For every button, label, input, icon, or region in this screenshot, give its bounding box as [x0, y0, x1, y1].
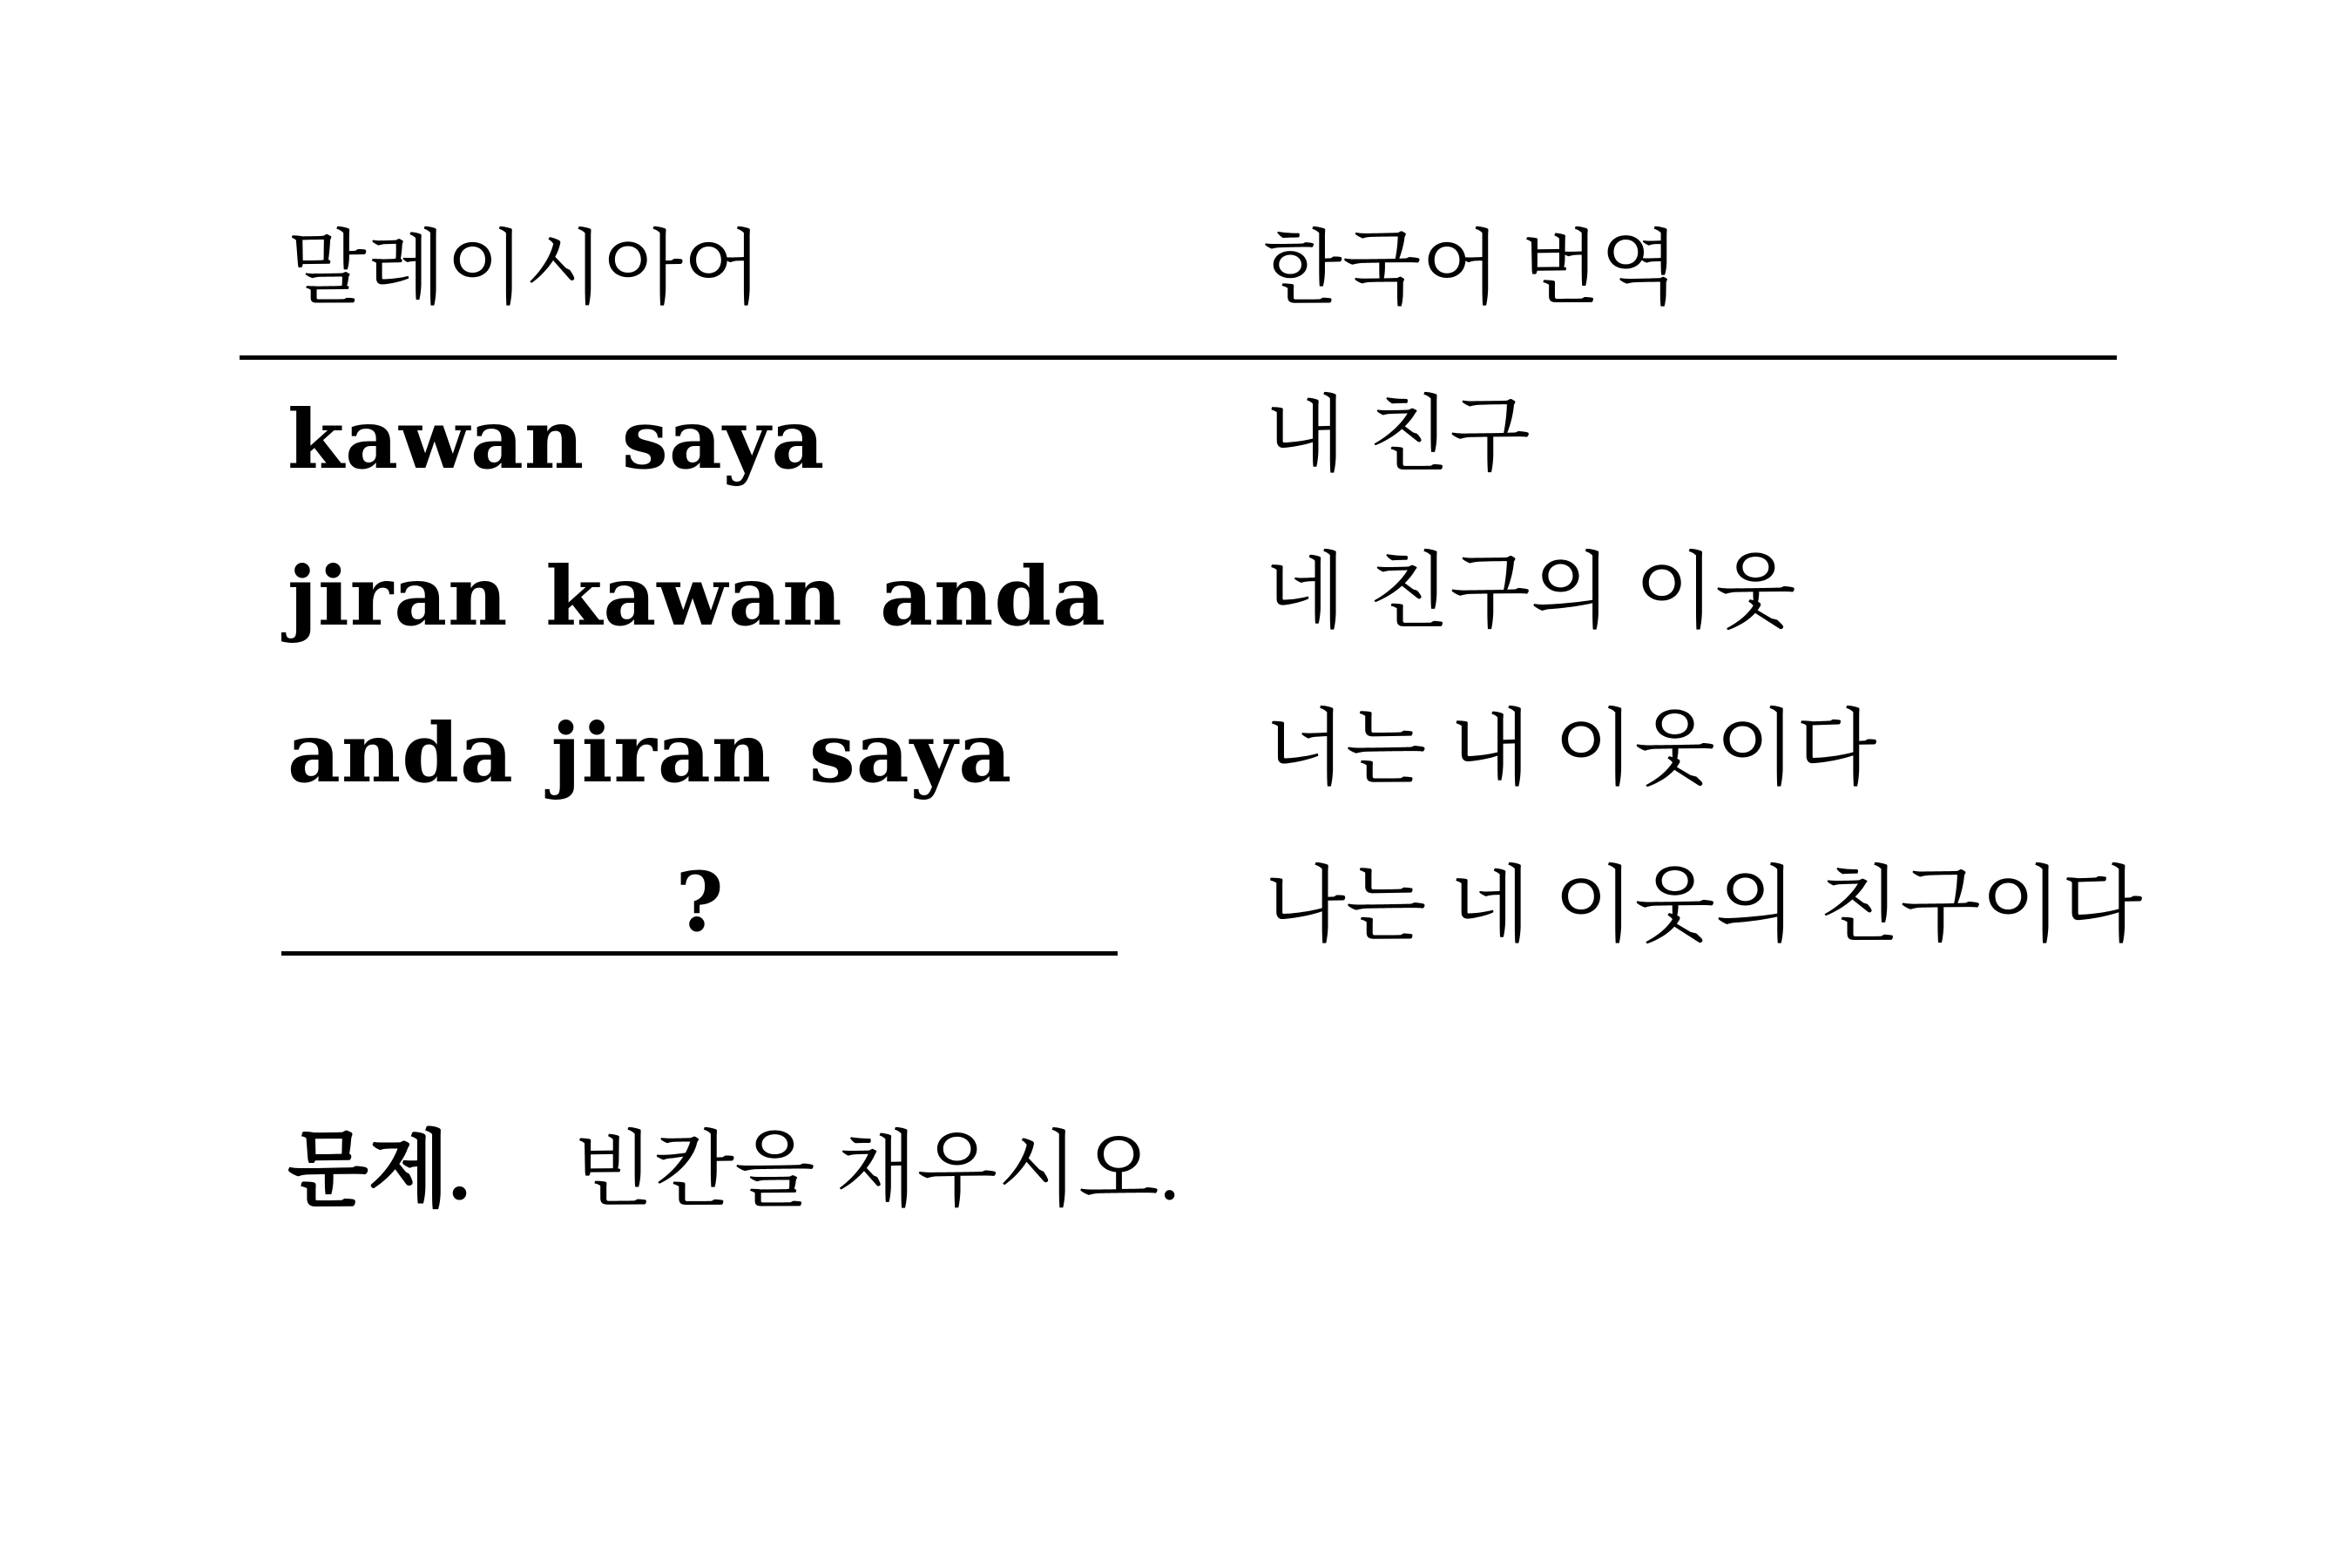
question-mark: ?: [675, 855, 724, 951]
column-header-malay: 말레이시아어: [287, 224, 762, 314]
problem-instruction: 빈칸을 채우시오.: [572, 1124, 1180, 1217]
malay-phrase: anda jiran saya: [287, 706, 1013, 801]
korean-translation: 너는 내 이웃이다: [1265, 702, 1877, 795]
korean-translation: 네 친구의 이웃: [1265, 545, 1796, 639]
header-divider-rule: [240, 355, 2117, 360]
fill-in-blank-underline: [281, 835, 1118, 956]
korean-translation: 나는 네 이웃의 친구이다: [1265, 859, 2143, 952]
column-header-korean: 한국어 번역: [1263, 224, 1680, 314]
korean-translation: 내 친구: [1265, 389, 1531, 482]
malay-phrase: kawan saya: [287, 392, 826, 488]
malay-phrase: jiran kawan anda: [287, 549, 1107, 645]
problem-label: 문제.: [287, 1124, 470, 1217]
problem-statement: [287, 1124, 1180, 1217]
